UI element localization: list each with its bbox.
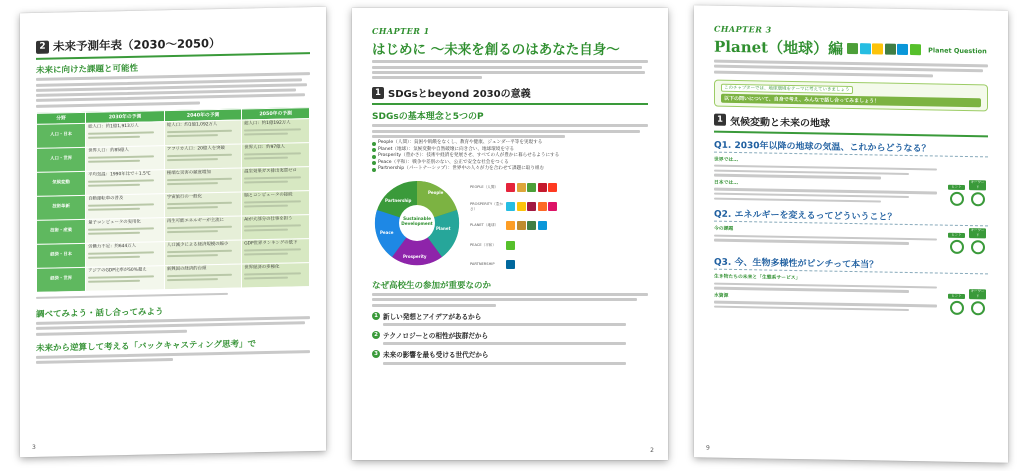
table-header-cell: 2040年の予測: [164, 109, 241, 122]
magnifier-icon: [971, 192, 985, 206]
hint-label: キーワード: [970, 288, 985, 298]
sdg-goal-icon: [517, 202, 526, 211]
row-label: 人口・世界: [37, 147, 86, 172]
bullet-text: Prosperity（豊かさ）：技術や経済を発展させ、すべての人が豊かに暮らせるようにする: [378, 153, 560, 159]
subtitle-backcasting: 未来から逆算して考える「バックキャスティング思考」で: [36, 338, 256, 354]
hint-label: ヒント: [948, 185, 965, 190]
question-category: 日本では…: [714, 180, 738, 186]
sdg-goal-grid: [470, 178, 648, 274]
table-header-cell: 2050年の予測: [242, 107, 310, 119]
cell-text: 労働力不足：約644万人: [88, 244, 137, 251]
cell-text: 平均気温：1990年比で＋1.5℃: [88, 171, 151, 179]
page-planet: [694, 5, 1008, 462]
sdg-row: [470, 239, 648, 251]
sdg-icon: [860, 43, 871, 54]
cell-text: 人口減少による経済規模の縮小: [166, 242, 229, 249]
cell-text: GDP世界ランキングの低下: [244, 240, 298, 247]
wheel-label-0: People: [428, 189, 444, 195]
table-cell: [242, 214, 310, 239]
lightbulb-icon: [950, 192, 964, 206]
subtitle-challenges: 未来に向けた課題と可能性: [36, 63, 139, 76]
wheel-label-1: Planet: [436, 225, 451, 231]
table-cell: [242, 262, 310, 287]
cell-text: 世界経済の多極化: [244, 265, 280, 271]
table-cell: [242, 166, 310, 191]
sdg-goal-icon: [538, 183, 547, 192]
bullet-dot-icon: [372, 148, 376, 152]
question-title: Q3. 今、生物多様性がピンチって本当？: [714, 255, 988, 275]
sdg-goal-icon: [538, 202, 547, 211]
sdg-goal-icon: [548, 183, 557, 192]
question-category: 水資源: [714, 293, 729, 299]
table-cell: [86, 169, 165, 195]
bullet-dot-icon: [372, 161, 376, 165]
intro-paragraph: [372, 60, 648, 79]
cell-text: 新興国の経済的台頭: [166, 266, 207, 273]
row-label: 経済・日本: [37, 243, 86, 268]
cell-text: アジアのGDP比率が50%超え: [88, 267, 147, 275]
list-item: [372, 166, 648, 173]
cell-text: 総人口：約1億192万人: [244, 120, 291, 127]
cell-text: 自動運転車の普及: [88, 196, 124, 203]
bullet-text: Peace（平和）：戦争や差別のない、公正で安全な社会をつくる: [378, 159, 509, 165]
bullet-text: Planet（地球）：気候変動や自然破壊に向き合い、地球環境を守る: [378, 146, 515, 152]
table-cell: [86, 241, 165, 267]
sdg-goal-icon: [527, 202, 536, 211]
question-text: [714, 272, 946, 314]
section-heading: [36, 33, 310, 55]
table-header-cell: 2030年の予測: [86, 110, 165, 123]
section-heading: [714, 112, 988, 132]
table-header-cell: 分野: [37, 112, 86, 124]
section-number: 1: [714, 114, 726, 126]
reason-text: テクノロジーとの相性が抜群だから: [383, 332, 489, 341]
table-cell: [242, 238, 310, 263]
cell-text: 宇宙旅行の一般化: [166, 194, 202, 201]
question-body: [714, 272, 988, 315]
cell-text: 脳とコンピュータの接続: [244, 192, 293, 199]
chapter-label: CHAPTER 1: [372, 26, 430, 36]
bullet-dot-icon: [372, 155, 376, 159]
table-cell: [164, 264, 241, 290]
hint-badge: [969, 228, 986, 254]
row-label: 気候変動: [37, 171, 86, 196]
cell-text: 温室効果ガス排出実質ゼロ: [244, 168, 297, 175]
reasons-list: [372, 311, 648, 365]
sdg-goal-icon: [506, 260, 515, 269]
hint-label: ヒント: [948, 293, 965, 298]
subtitle-5p: SDGsの基本理念と5つのP: [372, 112, 484, 123]
sdg-row-label: PARTNERSHIP: [470, 262, 495, 267]
timeline-table: [36, 107, 310, 293]
sdg-goal-icon: [527, 183, 536, 192]
sdgs-paragraph: [372, 124, 648, 138]
sdg-row-label: PROSPERITY（豊かさ）: [470, 201, 503, 211]
sdg-goal-icon: [538, 221, 547, 230]
row-label: 経済・世界: [37, 267, 86, 292]
section-heading: [372, 85, 648, 100]
page-title: Planet（地球）編: [714, 37, 844, 58]
table-cell: [164, 240, 241, 266]
sdg-goal-icon: [506, 241, 515, 250]
reason-text: 未来の影響を最も受ける世代だから: [383, 351, 489, 360]
lightbulb-icon: [950, 300, 964, 314]
sdgs-figure: [372, 178, 648, 274]
chapter-note-box: [714, 79, 988, 111]
cell-text: AIが大部分の仕事を担う: [244, 216, 293, 223]
cell-text: アフリカ人口：20億人を突破: [166, 146, 225, 153]
hint-badge: [948, 233, 965, 254]
reason-item: [372, 330, 648, 340]
row-label: 技術革新: [37, 195, 86, 220]
sdg-row: [470, 201, 648, 213]
magnifier-icon: [971, 240, 985, 254]
sdg-icons: [847, 43, 922, 55]
table-cell: [242, 190, 310, 215]
sdg-icon: [872, 43, 883, 54]
sdg-row: [470, 181, 648, 193]
page-title: はじめに ～未来を創るのはあなた自身～: [372, 42, 620, 58]
subtitle-discuss: 調べてみよう・話し合ってみよう: [36, 306, 164, 320]
hint-badge: [969, 180, 986, 206]
cell-text: 世界人口：約97億人: [244, 144, 285, 151]
subtitle-why-students: なぜ高校生の参加が重要なのか: [372, 280, 492, 291]
question-block: [714, 255, 988, 315]
sdg-icon: [847, 43, 858, 54]
question-block: [714, 137, 988, 207]
page-future-timeline: [20, 7, 326, 457]
sdg-goal-icon: [517, 183, 526, 192]
note-text: 以下の問いについて、自身で考え、みんなで話し合ってみましょう！: [721, 93, 981, 107]
cell-text: 総人口：約1億1,913万人: [88, 124, 139, 131]
note-tag: このチャプターでは、地球環境をテーマに考えていきましょう: [721, 83, 853, 93]
lightbulb-icon: [950, 240, 964, 254]
hint-badge: [948, 293, 965, 314]
wheel-center-label: Sustainable Development: [401, 215, 433, 226]
bullet-text: Partnership（パートナーシップ）：世界中の人々が力を合わせて課題に取り組む: [378, 166, 545, 172]
table-row: [37, 262, 310, 292]
bullet-dot-icon: [372, 168, 376, 172]
hint-badge: [969, 289, 986, 315]
row-label: 人口・日本: [37, 123, 86, 148]
cell-text: 再生可能エネルギーが主流に: [166, 218, 224, 225]
section-title: 気候変動と未来の地球: [730, 116, 830, 130]
question-block: [714, 207, 988, 255]
question-category: 生き物たちの未来と「生態系サービス」: [714, 274, 801, 282]
table-cell: [164, 168, 241, 194]
cell-text: 総人口：約1億1,092万人: [166, 122, 218, 129]
table-cell: [164, 144, 241, 170]
question-body: [714, 224, 988, 255]
page-number: 9: [706, 444, 710, 452]
sdg-row-label: PEACE（平和）: [470, 242, 496, 247]
question-title: Q2. エネルギーを変えるってどういうこと？: [714, 207, 988, 227]
sdg-goal-icon: [517, 221, 526, 230]
reason-number: 2: [372, 331, 380, 339]
table-cell: [164, 192, 241, 218]
intro-paragraph: [714, 60, 988, 78]
chapter-label: CHAPTER 3: [714, 23, 772, 35]
wheel-label-2: Prosperity: [403, 253, 427, 259]
hint-label: キーワード: [970, 228, 985, 238]
reason-text: 新しい発想とアイデアがあるから: [383, 312, 482, 321]
question-text: [714, 154, 946, 206]
sdg-goal-icon: [506, 183, 515, 192]
row-label: 技術・産業: [37, 219, 86, 244]
sdg-row-label: PLANET（地球）: [470, 223, 499, 228]
bullet-text: People（人間）：貧困や飢餓をなくし、教育や健康、ジェンダー平等を実現する: [378, 140, 543, 146]
table-cell: [86, 145, 165, 171]
cell-text: 量子コンピュータの実用化: [88, 219, 141, 227]
magnifier-icon: [971, 301, 985, 315]
reason-number: 1: [372, 312, 380, 320]
reason-item: [372, 311, 648, 321]
table-cell: [164, 216, 241, 242]
hint-badge: [948, 185, 965, 206]
table-cell: [86, 193, 165, 219]
sdg-goal-icon: [506, 221, 515, 230]
hint-label: キーワード: [970, 180, 985, 190]
hint-icons: [946, 276, 988, 315]
sdg-icon: [885, 44, 896, 55]
reason-item: [372, 349, 648, 359]
table-cell: [242, 118, 310, 143]
table-cell: [86, 217, 165, 243]
sdg-row: [470, 258, 648, 270]
discuss-paragraph: [36, 316, 310, 335]
intro-paragraph: [36, 72, 310, 107]
section-number: 2: [36, 40, 49, 53]
sdg-icon: [897, 44, 908, 55]
sdg-goal-icon: [527, 221, 536, 230]
table-cell: [242, 142, 310, 167]
sdg-goal-icon: [506, 202, 515, 211]
section-title: SDGsとbeyond 2030の意義: [388, 89, 531, 101]
heading-divider: [372, 103, 648, 105]
hint-icons: [946, 228, 988, 255]
cell-text: 世界人口：約85億人: [88, 148, 129, 155]
sdg-icon: [910, 44, 921, 55]
question-title: Q1. 2030年以降の地球の気温、これからどうなる？: [714, 137, 988, 157]
planet-question-label: Planet Question: [928, 45, 987, 55]
sdg-row-label: PEOPLE（人間）: [470, 184, 499, 189]
table-cell: [86, 121, 165, 147]
question-category: 世界では…: [714, 157, 738, 163]
hint-label: ヒント: [948, 233, 965, 238]
sdg-row: [470, 220, 648, 232]
question-body: [714, 154, 988, 207]
wheel-label-4: Partnership: [385, 197, 412, 203]
sdg-goal-icon: [548, 202, 557, 211]
table-cell: [86, 265, 165, 291]
page-number: 2: [650, 447, 654, 454]
why-paragraph: [372, 293, 648, 307]
table-cell: [164, 120, 241, 146]
wheel-label-3: Peace: [380, 229, 394, 235]
question-list: [714, 137, 988, 315]
planet-title-row: [714, 36, 988, 62]
question-category: 今の課題: [714, 226, 734, 233]
cell-text: 極端な災害の頻度増加: [166, 170, 211, 177]
section-title: 未来予測年表（2030～2050）: [53, 36, 221, 54]
reason-number: 3: [372, 350, 380, 358]
section-number: 1: [372, 87, 384, 99]
bullet-dot-icon: [372, 142, 376, 146]
question-text: [714, 224, 946, 254]
five-p-wheel: [372, 178, 462, 268]
five-p-list: [372, 140, 648, 173]
hint-icons: [946, 158, 988, 206]
page-number: 3: [32, 443, 36, 451]
page-introduction: [352, 8, 668, 460]
